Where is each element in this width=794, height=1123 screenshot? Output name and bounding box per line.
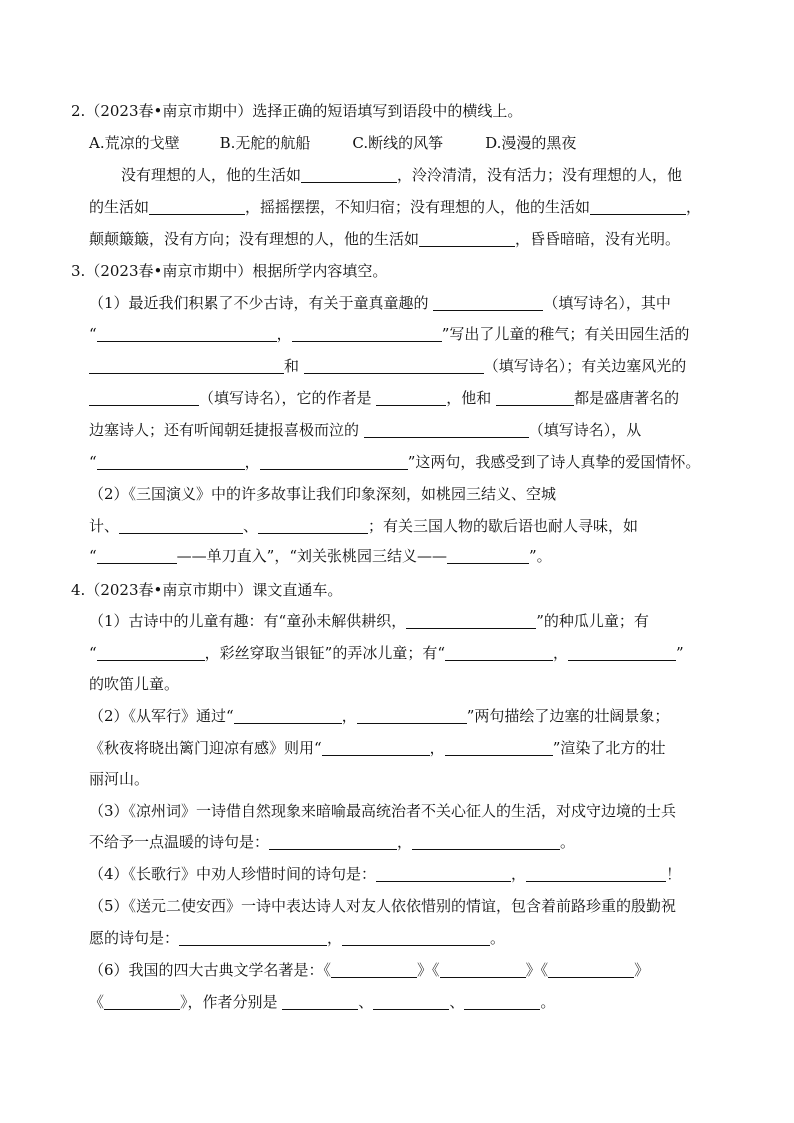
answer-blank[interactable] — [97, 325, 277, 342]
answer-blank[interactable] — [119, 517, 243, 534]
q3-part1-line-1: （1）最近我们积累了不少古诗，有关于童真童趣的 （填写诗名），其中 — [89, 294, 671, 312]
q4-part2-line-3: 丽河山。 — [89, 770, 150, 788]
answer-blank[interactable] — [258, 517, 368, 534]
q4-part3-line-2: 不给予一点温暖的诗句是： ， 。 — [89, 833, 576, 851]
q3-number: 3. — [71, 262, 86, 280]
q4-source: （2023春•南京市期中） — [85, 581, 253, 599]
q3-part1-line-6: “ ， ”这两句，我感受到了诗人真挚的爱国情怀。 — [89, 453, 701, 471]
q2-number: 2. — [71, 102, 86, 120]
q4-part2-line-1: （2）《从军行》通过“ ， ”两句描绘了边塞的壮阔景象； — [89, 707, 670, 725]
answer-blank[interactable] — [260, 453, 408, 470]
answer-blank[interactable] — [149, 198, 245, 215]
answer-blank[interactable] — [447, 547, 529, 564]
answer-blank[interactable] — [364, 421, 529, 438]
q4-line-1 — [71, 580, 342, 600]
q3-part1-line-4: （填写诗名），它的作者是 ，他和 都是盛唐著名的 — [89, 388, 679, 408]
q4-part3-line-1: （3）《凉州词》一诗借自然现象来暗喻最高统治者不关心征人的生活，对戍守边境的士兵 — [89, 802, 677, 820]
answer-blank[interactable] — [89, 389, 199, 406]
q4-part4-line-1: （4）《长歌行》中劝人珍惜时间的诗句是： ， ！ — [89, 865, 682, 883]
answer-blank[interactable] — [548, 961, 634, 978]
q4-part6-line-2: 《 》，作者分别是 、 、 。 — [89, 993, 556, 1011]
q2-passage-line-3: 颠颠簸簸，没有方向；没有理想的人，他的生活如 ，昏昏暗暗，没有光明。 — [89, 230, 681, 248]
answer-blank[interactable] — [322, 739, 430, 756]
answer-blank[interactable] — [97, 547, 177, 564]
q3-part1-line-3: 和 （填写诗名）；有关边塞风光的 — [89, 356, 686, 376]
answer-blank[interactable] — [104, 993, 180, 1010]
q4-part2-line-2: 《秋夜将晓出篱门迎凉有感》则用“ ， ”渲染了北方的壮 — [89, 739, 666, 757]
q3-part1-line-2: “ ， ”写出了儿童的稚气；有关田园生活的 — [89, 325, 690, 343]
answer-blank[interactable] — [179, 929, 327, 946]
answer-blank[interactable] — [292, 325, 442, 342]
answer-blank[interactable] — [282, 993, 358, 1010]
answer-blank[interactable] — [568, 644, 676, 661]
answer-blank[interactable] — [412, 833, 560, 850]
q2-prompt: 选择正确的短语填写到语段中的横线上。 — [252, 102, 523, 120]
q3-prompt: 根据所学内容填空。 — [252, 262, 388, 280]
answer-blank[interactable] — [97, 644, 205, 661]
answer-blank[interactable] — [342, 929, 490, 946]
answer-blank[interactable] — [445, 739, 553, 756]
q4-part5-line-1: （5）《送元二使安西》一诗中表达诗人对友人依依惜别的情谊，包含着前路珍重的殷勤祝 — [89, 897, 677, 915]
q2-passage-line-1: 没有理想的人，他的生活如 ，泠泠清清，没有活力；没有理想的人，他 — [121, 166, 683, 184]
q2-source: （2023春•南京市期中） — [85, 102, 253, 120]
answer-blank[interactable] — [357, 707, 467, 724]
q2-line-1 — [71, 101, 522, 121]
q4-part1-line-3: 的吹笛儿童。 — [89, 675, 180, 693]
q2-option-a: A.荒凉的戈壁 — [89, 134, 180, 152]
answer-blank[interactable] — [97, 453, 245, 470]
answer-blank[interactable] — [234, 707, 342, 724]
answer-blank[interactable] — [440, 961, 526, 978]
answer-blank[interactable] — [445, 644, 553, 661]
q4-part1-line-2: “ ，彩丝穿取当银钲”的弄冰儿童；有“ ， ” — [89, 644, 684, 662]
q3-source: （2023春•南京市期中） — [85, 262, 253, 280]
q3-part2-line-2: 计、 、 ；有关三国人物的歇后语也耐人寻味，如 — [89, 517, 639, 535]
q2-option-d: D.漫漫的黑夜 — [485, 134, 577, 152]
answer-blank[interactable] — [433, 294, 543, 311]
q4-number: 4. — [71, 581, 86, 599]
answer-blank[interactable] — [406, 612, 536, 629]
q4-part6-line-1: （6）我国的四大古典文学名著是：《 》《 》《 》 — [89, 961, 650, 979]
answer-blank[interactable] — [373, 993, 449, 1010]
answer-blank[interactable] — [526, 865, 666, 882]
answer-blank[interactable] — [304, 357, 484, 374]
answer-blank[interactable] — [590, 198, 686, 215]
answer-blank[interactable] — [331, 961, 417, 978]
q3-part2-line-3: “ ——单刀直入”，“刘关张桃园三结义—— ”。 — [89, 547, 552, 565]
q4-prompt: 课文直通车。 — [252, 581, 343, 599]
answer-blank[interactable] — [301, 166, 397, 183]
q3-part1-line-5: 边塞诗人；还有听闻朝廷捷报喜极而泣的 （填写诗名），从 — [89, 421, 642, 439]
q2-option-c: C.断线的风筝 — [352, 134, 444, 152]
q2-option-b: B.无舵的航船 — [219, 134, 311, 152]
q4-part5-line-2: 愿的诗句是： ， 。 — [89, 929, 506, 947]
q2-passage-line-2: 的生活如 ，摇摇摆摆，不知归宿；没有理想的人，他的生活如 ， — [89, 198, 702, 216]
answer-blank[interactable] — [376, 865, 511, 882]
answer-blank[interactable] — [419, 230, 515, 247]
answer-blank[interactable] — [464, 993, 540, 1010]
q4-part1-line-1: （1）古诗中的儿童有趣：有“童孙未解供耕织， ”的种瓜儿童；有 — [89, 612, 649, 630]
answer-blank[interactable] — [269, 833, 397, 850]
q3-part2-line-1: （2）《三国演义》中的许多故事让我们印象深刻，如桃园三结义、空城 — [89, 485, 557, 503]
answer-blank[interactable] — [376, 389, 446, 406]
answer-blank[interactable] — [496, 389, 574, 406]
q3-line-1 — [71, 261, 387, 281]
q2-options — [89, 133, 576, 153]
answer-blank[interactable] — [89, 357, 284, 374]
